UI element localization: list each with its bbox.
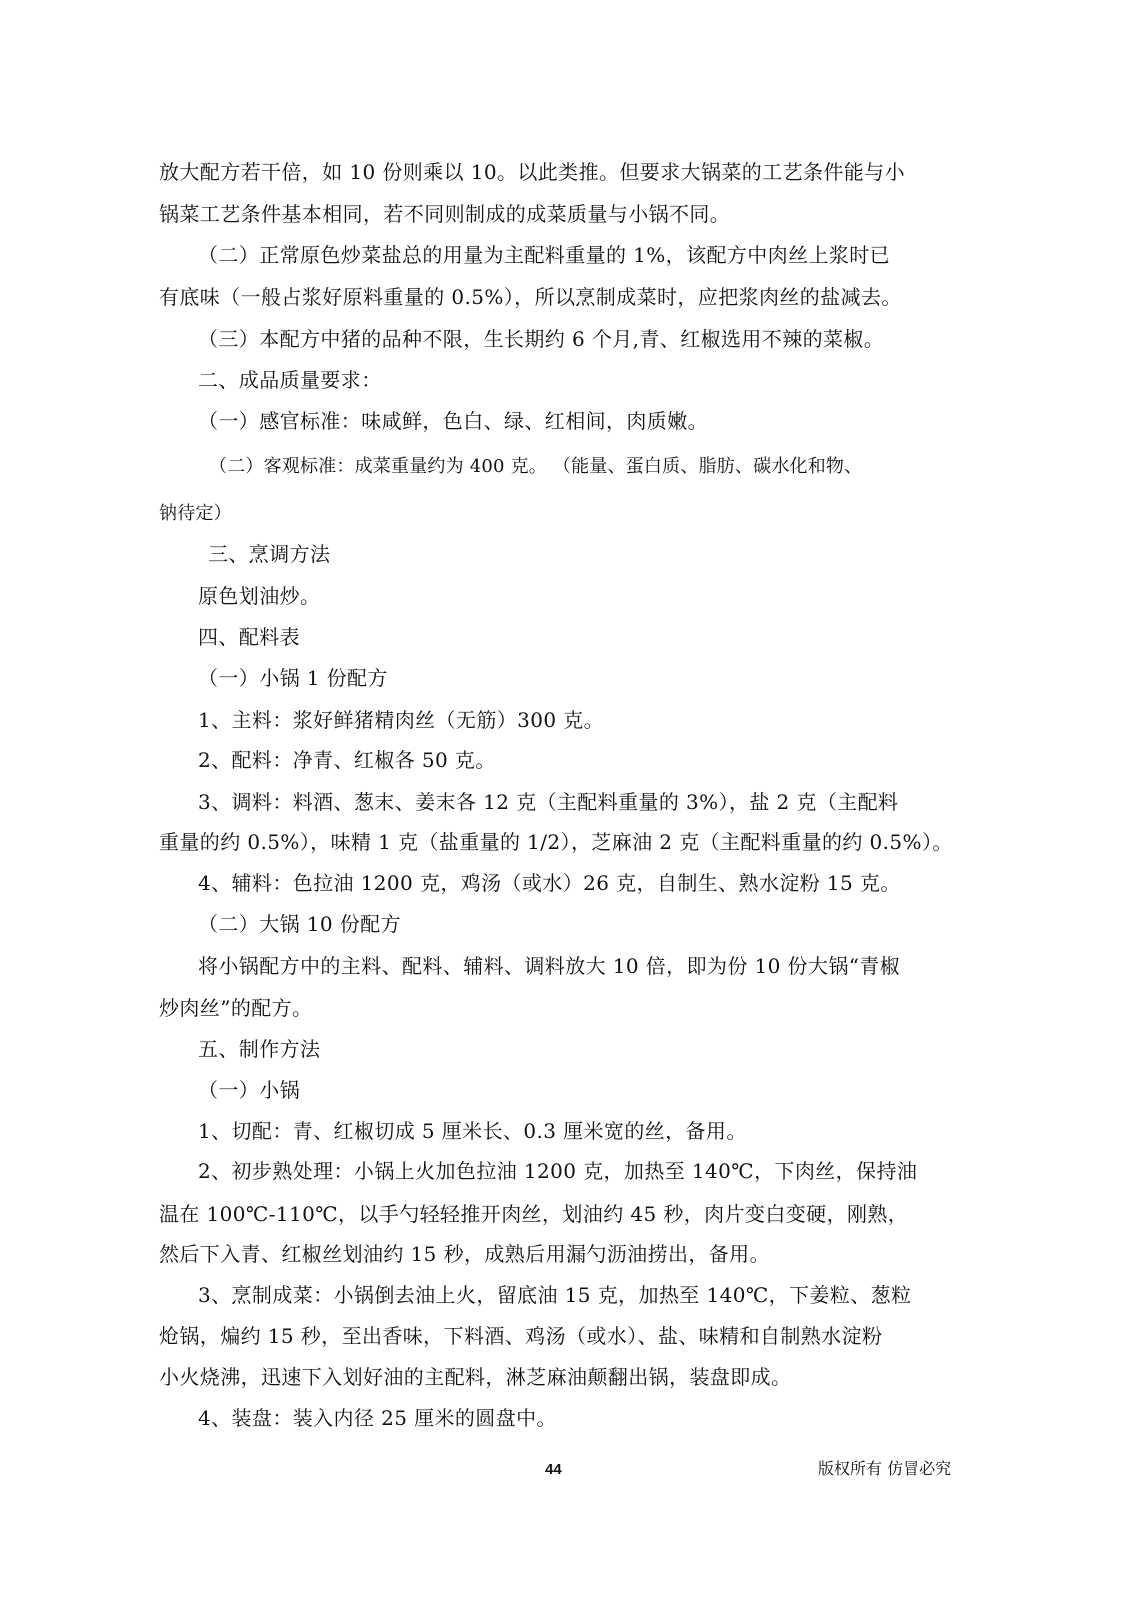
paragraph-line: 放大配方若干倍，如 10 份则乘以 10。以此类推。但要求大锅菜的工艺条件能与小 bbox=[159, 160, 905, 184]
page-number: 44 bbox=[545, 1461, 562, 1478]
paragraph-line: （二）客观标准：成菜重量约为 400 克。 （能量、蛋白质、脂肪、碳水化和物、 bbox=[209, 456, 863, 477]
paragraph-line: 1、主料：浆好鲜猪精肉丝（无筋）300 克。 bbox=[198, 708, 605, 732]
paragraph-line: 温在 100℃-110℃，以手勺轻轻推开肉丝，划油约 45 秒，肉片变白变硬，刚熟， bbox=[159, 1202, 909, 1226]
paragraph-line: 有底味（一般占浆好原料重量的 0.5%），所以烹制成菜时，应把浆肉丝的盐减去。 bbox=[159, 285, 902, 309]
paragraph-line: 原色划油炒。 bbox=[198, 584, 321, 608]
section-heading: 五、制作方法 bbox=[198, 1037, 321, 1061]
paragraph-line: 3、调料：料酒、葱末、姜末各 12 克（主配料重量的 3%），盐 2 克（主配料 bbox=[198, 790, 899, 814]
paragraph-line: 重量的约 0.5%），味精 1 克（盐重量的 1/2），芝麻油 2 克（主配料重量的约 0.5%）。 bbox=[159, 830, 953, 854]
subheading: （一）小锅 1 份配方 bbox=[198, 666, 388, 690]
copyright-notice: 版权所有 仿冒必究 bbox=[818, 1459, 952, 1478]
section-heading: 二、成品质量要求： bbox=[198, 368, 382, 392]
paragraph-line: （三）本配方中猪的品种不限，生长期约 6 个月,青、红椒选用不辣的菜椒。 bbox=[198, 327, 885, 351]
paragraph-line: 然后下入青、红椒丝划油约 15 秒，成熟后用漏勺沥油捞出，备用。 bbox=[159, 1242, 770, 1266]
paragraph-line: （二）正常原色炒菜盐总的用量为主配料重量的 1%，该配方中肉丝上浆时已 bbox=[198, 243, 891, 267]
paragraph-line: 2、初步熟处理：小锅上火加色拉油 1200 克，加热至 140℃，下肉丝，保持油 bbox=[198, 1159, 918, 1183]
paragraph-line: 小火烧沸，迅速下入划好油的主配料，淋芝麻油颠翻出锅，装盘即成。 bbox=[159, 1365, 792, 1389]
subheading: （二）大锅 10 份配方 bbox=[198, 912, 401, 936]
paragraph-line: 3、烹制成菜：小锅倒去油上火，留底油 15 克，加热至 140℃，下姜粒、葱粒 bbox=[198, 1283, 912, 1307]
paragraph-line: 4、装盘：装入内径 25 厘米的圆盘中。 bbox=[198, 1406, 557, 1430]
paragraph-line: 钠待定） bbox=[159, 503, 232, 524]
subheading: （一）小锅 bbox=[198, 1078, 300, 1102]
paragraph-line: 1、切配：青、红椒切成 5 厘米长、0.3 厘米宽的丝，备用。 bbox=[198, 1119, 747, 1143]
paragraph-line: 4、辅料：色拉油 1200 克，鸡汤（或水）26 克，自制生、熟水淀粉 15 克。 bbox=[198, 871, 901, 895]
paragraph-line: 2、配料：净青、红椒各 50 克。 bbox=[198, 748, 496, 772]
paragraph-line: （一）感官标准：味咸鲜，色白、绿、红相间，肉质嫩。 bbox=[198, 409, 708, 433]
section-heading: 四、配料表 bbox=[198, 625, 300, 649]
paragraph-line: 炝锅，煸约 15 秒，至出香味，下料酒、鸡汤（或水）、盐、味精和自制熟水淀粉 bbox=[159, 1324, 883, 1348]
paragraph-line: 将小锅配方中的主料、配料、辅料、调料放大 10 倍，即为份 10 份大锅“青椒 bbox=[198, 954, 901, 978]
paragraph-line: 锅菜工艺条件基本相同，若不同则制成的成菜质量与小锅不同。 bbox=[159, 202, 731, 226]
section-heading: 三、烹调方法 bbox=[208, 542, 331, 566]
paragraph-line: 炒肉丝”的配方。 bbox=[159, 996, 313, 1020]
